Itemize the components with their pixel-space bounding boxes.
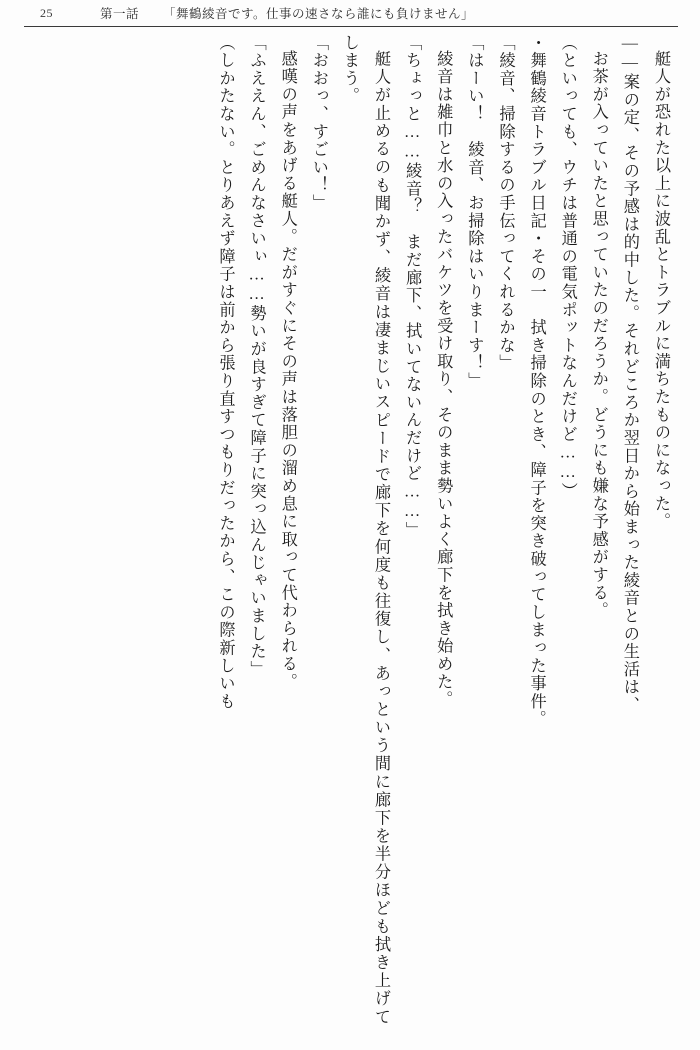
chapter-title: 「舞鶴綾音です。仕事の速さなら誰にも負けません」: [163, 7, 475, 21]
paragraph: 綾音は雑巾と水の入ったバケツを受け取り、そのまま勢いよく廊下を拭き始めた。: [434, 50, 453, 709]
page-number: 25: [40, 5, 53, 20]
paragraph: （といっても、ウチは普通の電気ポットなんだけど……）: [558, 34, 577, 501]
dialogue-line: 「おおっ、すごい！」: [309, 34, 328, 212]
paragraph: 感嘆の声をあげる艇人。だがすぐにその声は落胆の溜め息に取って代わられる。: [278, 50, 297, 691]
dialogue-line: 「ちょっと……綾音？ まだ廊下、拭いてないんだけど……」: [403, 34, 422, 540]
header-rule: [24, 26, 678, 27]
paragraph: お茶が入っていたと思っていたのだろうか。どうにも嫌な予感がする。: [589, 50, 608, 620]
paragraph: ――案の定、その予感は的中した。それどころか翌日から始まった綾音との生活は、: [620, 34, 639, 714]
paragraph: 艇人が恐れた以上に波乱とトラブルに満ちたものになった。: [652, 50, 670, 531]
dialogue-line: 「ふええん、ごめんなさいぃ……勢いが良すぎて障子に突っ込んじゃいました」: [247, 34, 266, 679]
dialogue-line: 「綾音、掃除するの手伝ってくれるかな」: [496, 34, 515, 373]
running-header: [40, 0, 672, 26]
paragraph: （しかたない。とりあえず障子は前から張り直すつもりだったから、この際新しいも: [216, 34, 235, 711]
paragraph: 艇人が止めるのも聞かず、綾音は凄まじいスピードで廊下を何度も往復し、あっという間に廊下を半分ほども拭き上げてしまう。: [340, 34, 391, 1026]
page-body-text: [26, 34, 676, 1026]
diary-entry-heading: ・舞鶴綾音トラブル日記・その一 拭き掃除のとき、障子を突き破ってしまった事件。: [527, 34, 546, 729]
chapter-label: 第一話: [100, 7, 140, 21]
dialogue-line: 「はーい！ 綾音、お掃除はいりまーす！」: [465, 34, 484, 390]
